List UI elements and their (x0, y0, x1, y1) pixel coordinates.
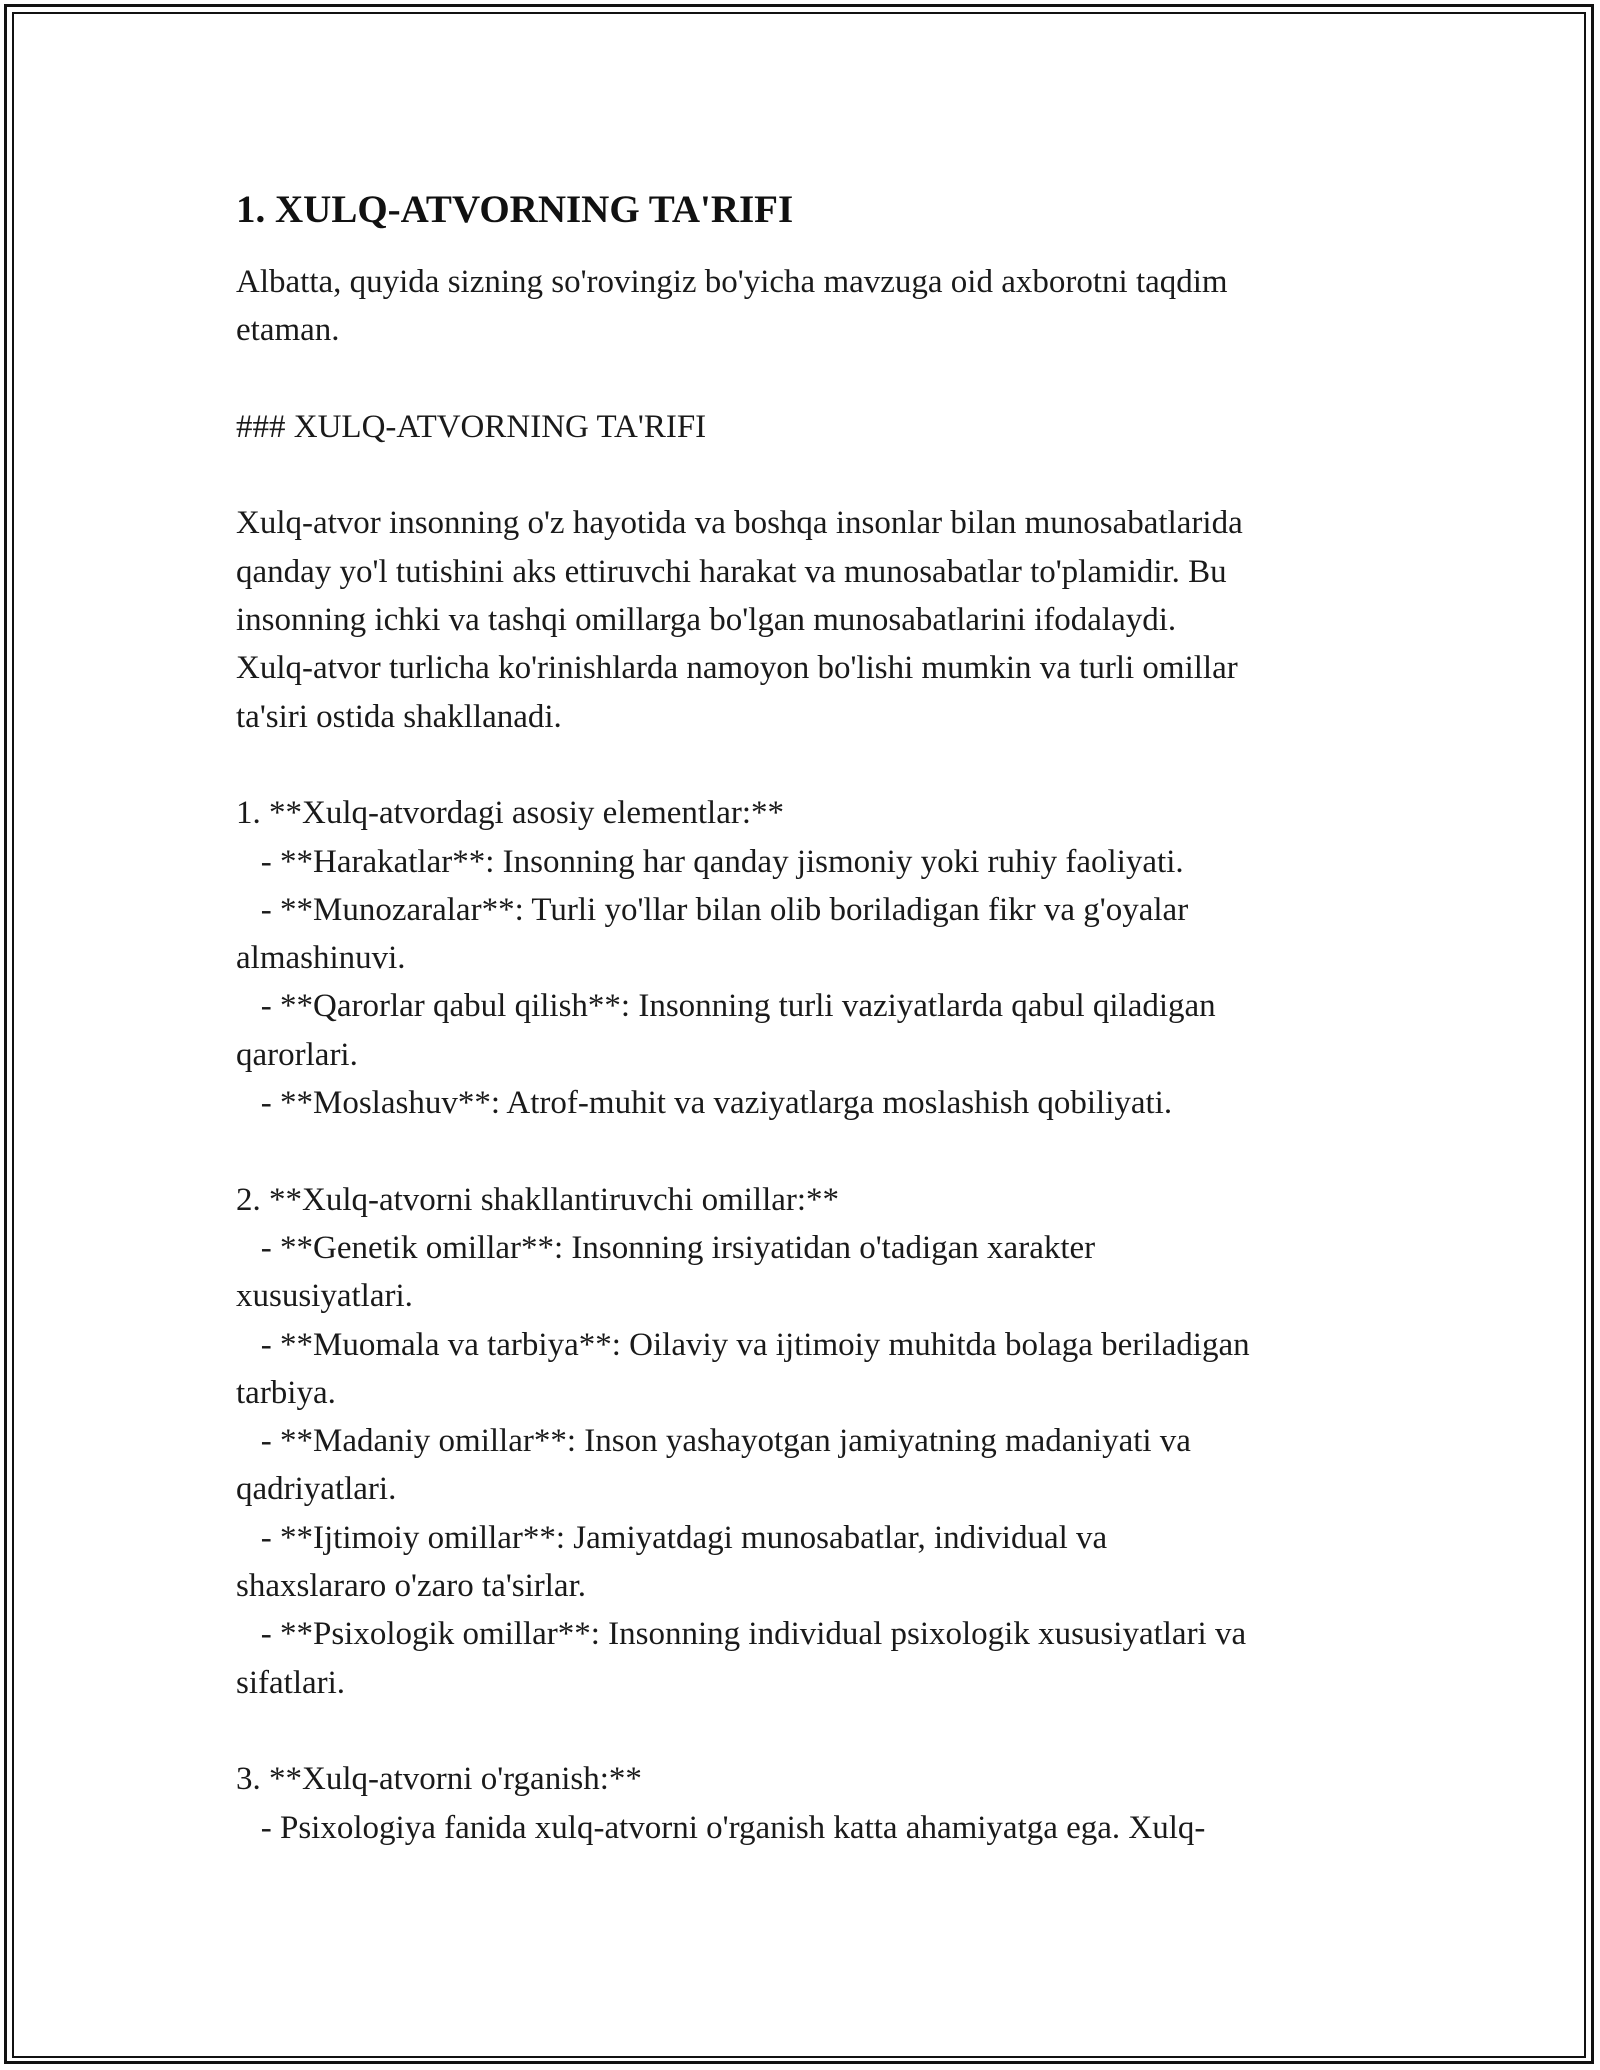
document-content (236, 184, 1386, 1852)
document-title: 1. XULQ-ATVORNING TA'RIFI (236, 188, 794, 231)
document-body: Albatta, quyida sizning so'rovingiz bo'yicha mavzuga oid axborotni taqdim etaman. ### XULQ-ATVORNING TA'RIFI Xulq-atvor insonning o'z hayotida va boshqa insonlar bilan munosabatlarida qanday yo'l tutishini aks ettiruvchi harakat va munosabatlar to'plamidir. Bu insonning ichki va tashqi omillarga bo'lgan munosabatlarini ifodalaydi. Xulq-atvor turlicha ko'rinishlarda namoyon bo'lishi mumkin va turli omillar ta'siri ostida shakllanadi. 1. **Xulq-atvordagi asosiy elementlar:** - **Harakatlar**: Insonning har qanday jismoniy yoki ruhiy faoliyati. - **Munozaralar**: Turli yo'llar bilan olib boriladigan fikr va g'oyalar almashinuvi. - **Qarorlar qabul qilish**: Insonning turli vaziyatlarda qabul qiladigan qarorlari. - **Moslashuv**: Atrof-muhit va vaziyatlarga moslashish qobiliyati. 2. **Xulq-atvorni shakllantiruvchi omillar:** - **Genetik omillar**: Insonning irsiyatidan o'tadigan xarakter xususiyatlari. - **Muomala va tarbiya**: Oilaviy va ijtimoiy muhitda bolaga beriladigan tarbiya. - **Madaniy omillar**: Inson yashayotgan jamiyatning madaniyati va qadriyatlari. - **Ijtimoiy omillar**: Jamiyatdagi munosabatlar, individual va shaxslararo o'zaro ta'sirlar. - **Psixologik omillar**: Insonning individual psixologik xususiyatlari va sifatlari. 3. **Xulq-atvorni o'rganish:** - Psixologiya fanida xulq-atvorni o'rganish katta ahamiyatga ega. Xulq- (236, 264, 1250, 1846)
